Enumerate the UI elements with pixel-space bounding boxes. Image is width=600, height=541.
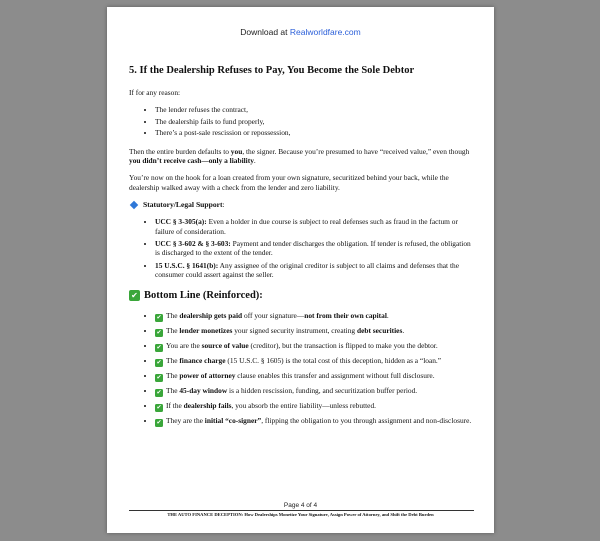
download-banner bbox=[107, 27, 494, 37]
check-icon: ✔ bbox=[156, 343, 162, 351]
list-item: • ✔ They are the initial “co-signer”, flipping the obligation to you through assignment and non-disclosure. bbox=[155, 416, 474, 427]
check-icon: ✔ bbox=[156, 403, 162, 411]
diamond-icon bbox=[130, 201, 138, 209]
list-item: • ✔ The finance charge (15 U.S.C. § 1605) is the total cost of this deception, hidden as a “loan.” bbox=[155, 356, 474, 367]
document-page bbox=[107, 7, 494, 533]
list-item: • UCC § 3-602 & § 3-603: Payment and tender discharges the obligation. If tender is refused, the obligation is discharged to the extent of the tender. bbox=[155, 239, 474, 258]
footer-divider bbox=[129, 510, 474, 511]
footer-doc-title: THE AUTO FINANCE DECEPTION: How Dealerships Monetize Your Signature, Assign Power of Attorney, and Shift the Debt Burden bbox=[167, 512, 434, 517]
legal-support-label: Statutory/Legal Support : bbox=[129, 200, 474, 209]
download-prefix: Download at bbox=[240, 27, 290, 37]
list-item: • ✔ The 45-day window is a hidden rescission, funding, and securitization buffer period. bbox=[155, 386, 474, 397]
list-item: • UCC § 3-305(a): Even a holder in due course is subject to real defenses such as fraud in the factum or failure of consideration. bbox=[155, 217, 474, 236]
list-item: • There’s a post-sale rescission or repossession, bbox=[155, 128, 474, 137]
check-icon: ✔ bbox=[156, 358, 162, 366]
page-content bbox=[129, 65, 474, 436]
check-icon: ✔ bbox=[156, 373, 162, 381]
page-number: Page 4 of 4 bbox=[283, 502, 318, 509]
bottom-line-list bbox=[129, 311, 474, 427]
section-title: 5. If the Dealership Refuses to Pay, You Become the Sole Debtor bbox=[129, 65, 415, 76]
list-item: • ✔ You are the source of value (creditor), but the transaction is flipped to make you the debtor. bbox=[155, 341, 474, 352]
list-item: • ✔ If the dealership fails, you absorb the entire liability—unless rebutted. bbox=[155, 401, 474, 412]
list-item: • ✔ The dealership gets paid off your signature—not from their own capital. bbox=[155, 311, 474, 322]
list-item: • ✔ The lender monetizes your signed security instrument, creating debt securities. bbox=[155, 326, 474, 337]
list-item: • 15 U.S.C. § 1641(b): Any assignee of the original creditor is subject to all claims and defenses that the consumer could assert against the seller. bbox=[155, 261, 474, 280]
check-icon: ✔ bbox=[156, 313, 162, 321]
check-icon: ✔ bbox=[129, 290, 140, 301]
download-link[interactable]: Realworldfare.com bbox=[289, 27, 361, 37]
legal-list bbox=[129, 217, 474, 279]
bottom-line-heading: ✔ Bottom Line (Reinforced): bbox=[129, 290, 474, 301]
check-icon: ✔ bbox=[156, 418, 162, 426]
section-intro: If for any reason: bbox=[129, 88, 181, 97]
list-item: • ✔ The power of attorney clause enables this transfer and assignment without full disclosure. bbox=[155, 371, 474, 382]
check-icon: ✔ bbox=[156, 328, 162, 336]
paragraph-hook: You’re now on the hook for a loan created from your own signature, securitized behind your back, while the dealership walked away with a check from the lender and zero liability. bbox=[129, 173, 449, 192]
check-icon: ✔ bbox=[156, 388, 162, 396]
list-item: • The lender refuses the contract, bbox=[155, 105, 474, 114]
list-item: • The dealership fails to fund properly, bbox=[155, 117, 474, 126]
paragraph-burden: Then the entire burden defaults to you, the signer. Because you’re presumed to have “received value,” even though you didn’t receive cash—only a liability. bbox=[129, 146, 470, 166]
reasons-list bbox=[129, 105, 474, 137]
